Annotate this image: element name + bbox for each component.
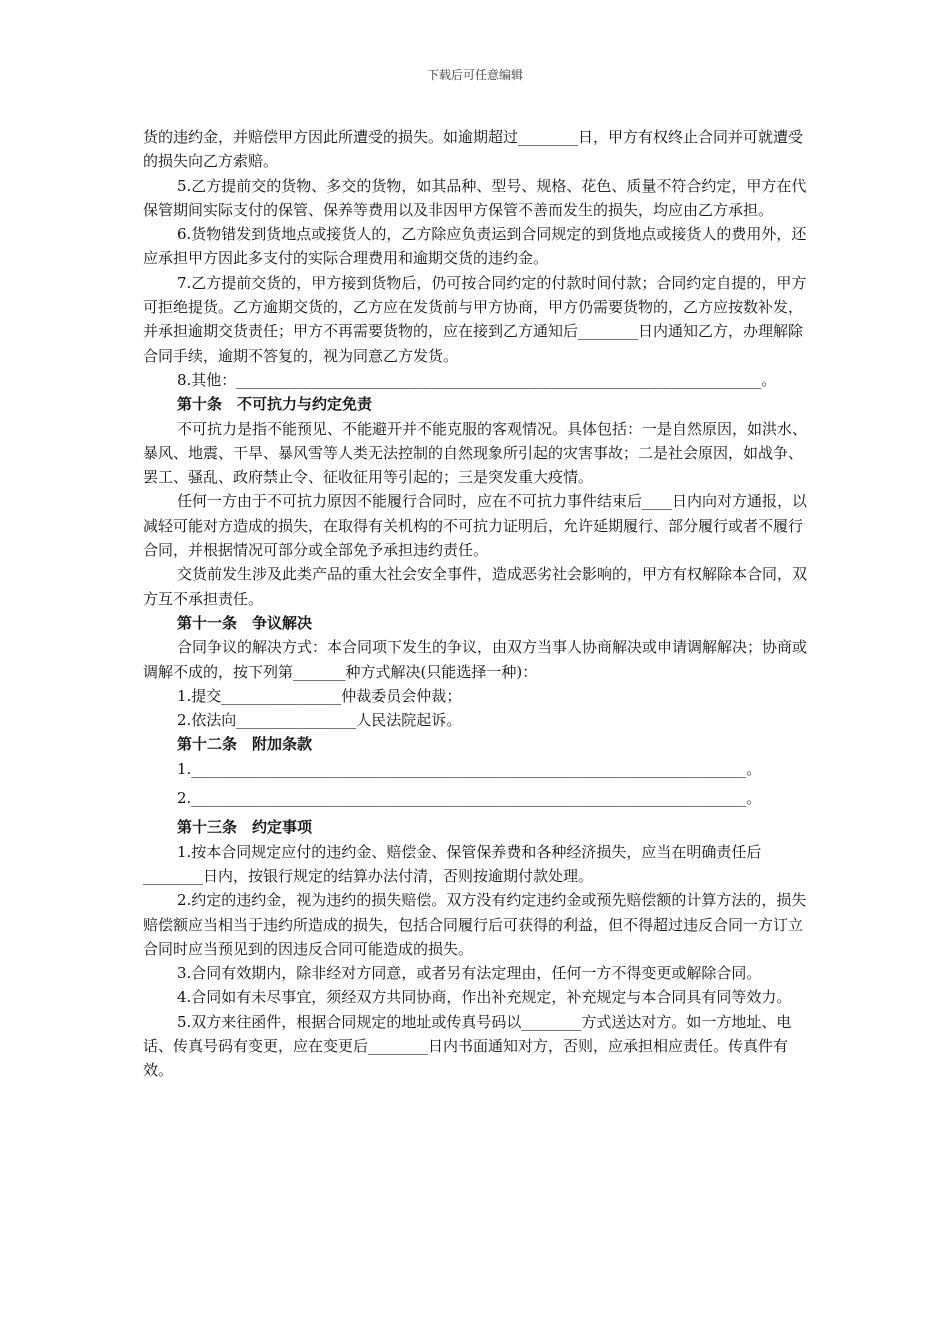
section-heading: 第十三条 约定事项 (177, 818, 313, 837)
paragraph: 交货前发生涉及此类产品的重大社会安全事件，造成恶劣社会影响的，甲方有权解除本合同，双方互不承担责任。 (143, 565, 808, 608)
paragraph: 2.约定的违约金，视为违约的损失赔偿。双方没有约定违约金或预先赔偿额的计算方法的，损失赔偿额应当相当于违约所造成的损失，包括合同履行后可获得的利益，但不得超过违反合同一方订立合同时应当预见到的因违反合同可能造成的损失。 (143, 891, 807, 958)
paragraph: 1.按本合同规定应付的违约金、赔偿金、保管保养费和各种经济损失，应当在明确责任后________日内，按银行规定的结算办法付清，否则按逾期付款处理。 (143, 842, 762, 885)
page-header: 下载后可任意编辑 (426, 68, 523, 82)
paragraph: 2.依法向________________人民法院起诉。 (177, 711, 462, 730)
paragraph: 4.合同如有未尽事宜，须经双方共同协商，作出补充规定，补充规定与本合同具有同等效力。 (177, 988, 792, 1007)
paragraph: 任何一方由于不可抗力原因不能履行合同时，应在不可抗力事件结束后____日内向对方通报，以减轻可能对方造成的损失，在取得有关机构的不可抗力证明后，允许延期履行、部分履行或者不履行合同，并根据情况可部分或全部免予承担违约责任。 (143, 492, 808, 560)
section-heading: 第十二条 附加条款 (177, 735, 313, 754)
paragraph: 5.乙方提前交的货物、多交的货物，如其品种、型号、规格、花色、质量不符合约定，甲方在代保管期间实际支付的保管、保养等费用以及非因甲方保管不善而发生的损失，均应由乙方承担。 (143, 176, 807, 219)
document-body (143, 125, 813, 1083)
paragraph: 3.合同有效期内，除非经对方同意，或者另有法定理由，任何一方不得变更或解除合同。 (177, 964, 762, 983)
paragraph: 不可抗力是指不能预见、不能避开并不能克服的客观情况。具体包括：一是自然原因，如洪水、暴风、地震、干旱、暴风雪等人类无法控制的自然现象所引起的灾害事故；二是社会原因，如战争、罢工、骚乱、政府禁止令、征收征用等引起的；三是突发重大疫情。 (143, 419, 808, 487)
paragraph: 合同争议的解决方式：本合同项下发生的争议，由双方当事人协商解决或申请调解解决；协商或调解不成的，按下列第_______种方式解决(只能选择一种)： (143, 638, 808, 681)
paragraph: 1.__________________________________________________________________________。 (177, 759, 762, 778)
paragraph: 5.双方来往函件，根据合同规定的地址或传真号码以________方式送达对方。如一方地址、电话、传真号码有变更，应在变更后________日内书面通知对方，否则，应承担相应责任。传真件有效。 (143, 1012, 792, 1080)
paragraph: 货的违约金，并赔偿甲方因此所遭受的损失。如逾期超过________日，甲方有权终止合同并可就遭受的损失向乙方索赔。 (143, 128, 804, 171)
paragraph: 6.货物错发到货地点或接货人的，乙方除应负责运到合同规定的到货地点或接货人的费用外，还应承担甲方因此多支付的实际合理费用和逾期交货的违约金。 (143, 225, 807, 268)
section-heading: 第十条 不可抗力与约定免责 (177, 395, 373, 414)
paragraph: 7.乙方提前交货的，甲方接到货物后，仍可按合同约定的付款时间付款；合同约定自提的，甲方可拒绝提货。乙方逾期交货的，乙方应在发货前与甲方协商，甲方仍需要货物的，乙方应按数补发，并承担逾期交货责任；甲方不再需要货物的，应在接到乙方通知后________日内通知乙方，办理解除合同手续，逾期不答复的，视为同意乙方发货。 (143, 273, 807, 365)
paragraph: 1.提交________________仲裁委员会仲裁； (177, 686, 462, 705)
paragraph: 2.__________________________________________________________________________。 (177, 789, 762, 808)
section-heading: 第十一条 争议解决 (177, 613, 313, 632)
paragraph: 8.其他：______________________________________________________________________。 (177, 370, 777, 389)
